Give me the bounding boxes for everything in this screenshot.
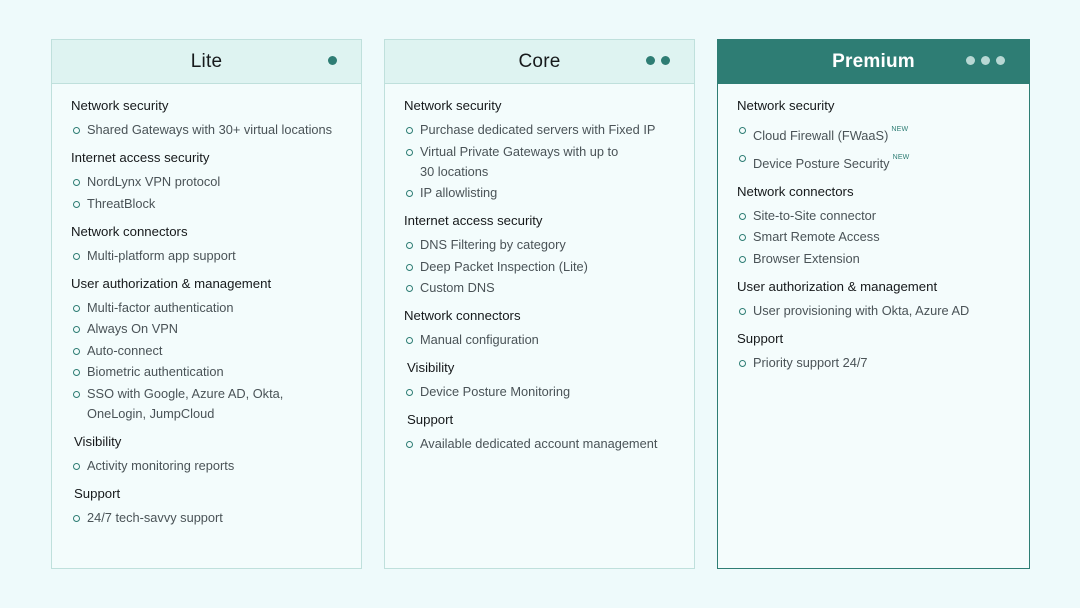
feature-item: IP allowlisting <box>404 183 675 203</box>
tier-dot-icon <box>981 56 990 65</box>
feature-item: Priority support 24/7 <box>737 353 1010 373</box>
feature-section <box>71 97 342 140</box>
bullet-icon <box>406 127 413 134</box>
feature-section <box>404 212 675 298</box>
section-title: Visibility <box>407 360 455 375</box>
bullet-icon <box>73 305 80 312</box>
plan-header <box>385 40 694 84</box>
plan-title: Premium <box>832 51 915 72</box>
feature-section <box>404 307 675 350</box>
plan-title: Core <box>518 51 561 72</box>
feature-item: Activity monitoring reports <box>71 456 342 476</box>
feature-item: Always On VPN <box>71 319 342 339</box>
section-title: Internet access security <box>404 213 543 228</box>
bullet-icon <box>406 149 413 156</box>
feature-section <box>71 485 342 528</box>
bullet-icon <box>406 190 413 197</box>
feature-section <box>71 433 342 476</box>
feature-item: Multi-factor authentication <box>71 298 342 318</box>
feature-item: DNS Filtering by category <box>404 235 675 255</box>
bullet-icon <box>73 253 80 260</box>
feature-item: Browser Extension <box>737 249 1010 269</box>
section-title: Network connectors <box>737 183 854 199</box>
bullet-icon <box>739 308 746 315</box>
new-badge: NEW <box>892 153 910 161</box>
feature-section <box>404 97 675 203</box>
feature-item: SSO with Google, Azure AD, Okta, OneLogin, JumpCloud <box>71 384 342 424</box>
bullet-icon <box>73 201 80 208</box>
bullet-icon <box>406 389 413 396</box>
plan-header <box>718 40 1029 84</box>
feature-item: 24/7 tech-savvy support <box>71 508 342 528</box>
feature-item: Multi-platform app support <box>71 246 342 266</box>
section-title: Support <box>737 330 784 346</box>
tier-dots <box>966 56 1005 65</box>
feature-item: Auto-connect <box>71 341 342 361</box>
feature-item: Shared Gateways with 30+ virtual locations <box>71 120 342 140</box>
tier-dot-icon <box>328 56 337 65</box>
feature-item: Device Posture Security $^{NEW}$ <box>737 148 1010 174</box>
tier-dot-icon <box>646 56 655 65</box>
bullet-icon <box>73 326 80 333</box>
bullet-icon <box>739 256 746 263</box>
bullet-icon <box>406 285 413 292</box>
feature-item: Purchase dedicated servers with Fixed IP <box>404 120 675 140</box>
section-title: Network connectors <box>71 223 188 239</box>
feature-section <box>71 223 342 266</box>
bullet-icon <box>739 127 746 134</box>
feature-item: Cloud Firewall (FWaaS) $^{NEW}$ <box>737 120 1010 146</box>
feature-item: Manual configuration <box>404 330 675 350</box>
bullet-icon <box>739 213 746 220</box>
feature-item: Custom DNS <box>404 278 675 298</box>
bullet-icon <box>406 242 413 249</box>
feature-section <box>737 278 1010 321</box>
section-title: Network security <box>71 98 169 113</box>
bullet-icon <box>73 515 80 522</box>
feature-item: Device Posture Monitoring <box>404 382 675 402</box>
tier-dots <box>646 56 670 65</box>
bullet-icon <box>739 155 746 162</box>
feature-section <box>404 411 675 454</box>
tier-dot-icon <box>661 56 670 65</box>
section-title: User authorization & management <box>71 275 272 291</box>
bullet-icon <box>73 348 80 355</box>
feature-item: Site-to-Site connector <box>737 206 1010 226</box>
feature-section <box>737 183 1010 269</box>
bullet-icon <box>739 234 746 241</box>
section-title: Visibility <box>74 433 122 449</box>
feature-item: Virtual Private Gateways with up to 30 locations <box>404 142 675 182</box>
feature-item: Biometric authentication <box>71 362 342 382</box>
bullet-icon <box>73 391 80 398</box>
plan-header <box>52 40 361 84</box>
new-badge: NEW <box>891 126 909 133</box>
bullet-icon <box>73 179 80 186</box>
section-title: Network security <box>404 98 502 113</box>
bullet-icon <box>73 463 80 470</box>
plan-card-premium <box>717 39 1030 569</box>
feature-section <box>404 359 675 402</box>
feature-item: ThreatBlock <box>71 194 342 214</box>
feature-item: NordLynx VPN protocol <box>71 172 342 192</box>
plan-title: Lite <box>190 51 223 72</box>
bullet-icon <box>406 441 413 448</box>
feature-item: Available dedicated account management <box>404 434 675 454</box>
feature-section <box>71 275 342 424</box>
section-title: Internet access security <box>71 150 210 165</box>
section-title: Support <box>74 485 121 501</box>
section-title: Network security <box>737 98 835 113</box>
bullet-icon <box>73 127 80 134</box>
section-title: Network connectors <box>404 308 521 323</box>
feature-section <box>737 330 1010 373</box>
tier-dot-icon <box>996 56 1005 65</box>
section-title: User authorization & management <box>737 278 938 294</box>
tier-dots <box>328 56 337 65</box>
plan-card-core <box>384 39 695 569</box>
section-title: Support <box>407 412 454 427</box>
feature-item: User provisioning with Okta, Azure AD <box>737 301 1010 321</box>
tier-dot-icon <box>966 56 975 65</box>
bullet-icon <box>73 369 80 376</box>
bullet-icon <box>406 337 413 344</box>
feature-item: Deep Packet Inspection (Lite) <box>404 257 675 277</box>
bullet-icon <box>406 264 413 271</box>
feature-section <box>737 97 1010 174</box>
feature-section <box>71 149 342 214</box>
feature-item: Smart Remote Access <box>737 227 1010 247</box>
plan-card-lite <box>51 39 362 569</box>
bullet-icon <box>739 360 746 367</box>
